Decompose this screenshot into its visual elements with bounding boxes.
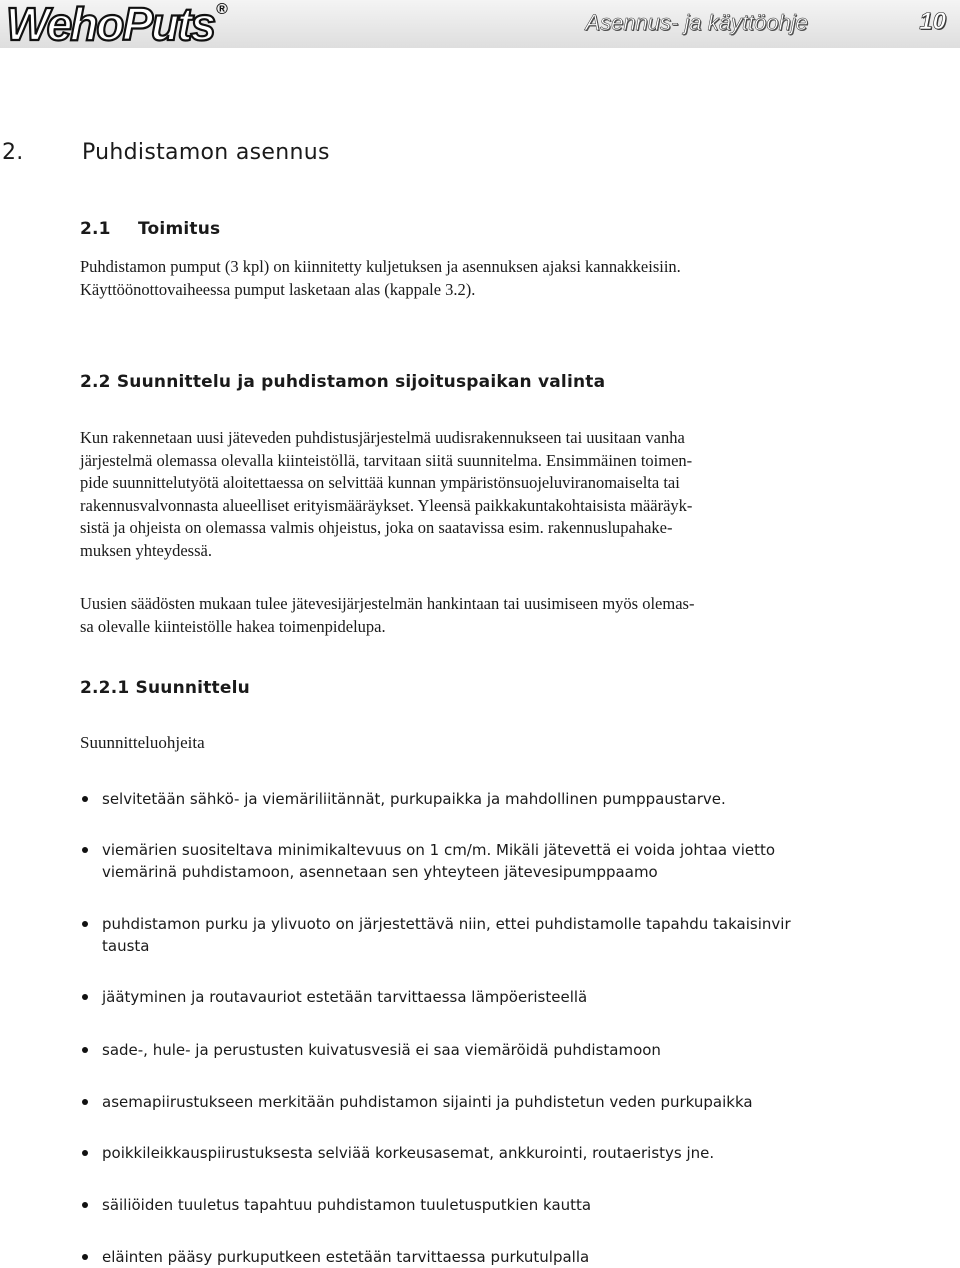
subsection-heading-suunnittelu xyxy=(80,678,250,698)
paragraph-line: Uusien säädösten mukaan tulee jätevesijärjestelmän hankintaan tai uusimiseen myös olemas- xyxy=(80,594,695,613)
paragraph-line: pide suunnittelutyötä aloitettaessa on selvittää kunnan ympäristönsuojeluviranomaiselta tai xyxy=(80,473,680,492)
page-header xyxy=(0,0,960,48)
list-item xyxy=(80,986,940,1008)
list-item xyxy=(80,1246,940,1268)
paragraph-line: muksen yhteydessä. xyxy=(80,540,212,560)
paragraph-line: järjestelmä olemassa olevalla kiinteistöllä, tarvitaan siitä suunnitelma. Ensimmäinen toimen- xyxy=(80,450,693,470)
list-item-line: asemapiirustukseen merkitään puhdistamon sijainti ja puhdistetun veden purkupaikka xyxy=(102,1093,753,1111)
section-number: 2. xyxy=(2,140,24,165)
list-item xyxy=(80,1039,940,1061)
list-item-line: jäätyminen ja routavauriot estetään tarvittaessa lämpöeristeellä xyxy=(102,988,588,1006)
list-item-line: puhdistamon purku ja ylivuoto on järjestettävä niin, ettei puhdistamolle tapahdu takaisinvir xyxy=(102,915,791,933)
subsection-number: 2.2.1 xyxy=(80,678,130,698)
subsection-title: Toimitus xyxy=(138,219,221,239)
guidelines-label: Suunnitteluohjeita xyxy=(80,733,205,752)
paragraph-line: Puhdistamon pumput (3 kpl) on kiinnitetty kuljetuksen ja asennuksen ajaksi kannakkeisiin. xyxy=(80,257,681,276)
bullet-dot xyxy=(82,994,88,1000)
section-title: Puhdistamon asennus xyxy=(82,140,330,165)
subsection-title: Suunnittelu ja puhdistamon sijoituspaikan valinta xyxy=(116,372,606,392)
list-item xyxy=(80,913,940,957)
paragraph-toimenpidelupa xyxy=(80,593,790,638)
list-item xyxy=(80,1091,940,1113)
bullet-dot xyxy=(82,847,88,853)
list-item xyxy=(80,788,940,810)
paragraph-suunnitelma xyxy=(80,427,790,562)
paragraph-line: sistä ja ohjeista on olemassa valmis ohjeistus, joka on saatavissa esim. rakennuslupahake- xyxy=(80,518,673,537)
bullet-dot xyxy=(82,1202,88,1208)
subsection-heading-suunnittelu-ja-sijoitus xyxy=(80,372,605,392)
list-item-line: sade-, hule- ja perustusten kuivatusvesiä ei saa viemäröidä puhdistamoon xyxy=(102,1041,661,1059)
subsection-title: Suunnittelu xyxy=(135,678,250,698)
list-item-line: viemärinä puhdistamoon, asennetaan sen yhteyteen jätevesipumppaamo xyxy=(102,863,658,881)
paragraph-line: sa olevalle kiinteistölle hakea toimenpidelupa. xyxy=(80,616,386,636)
list-item-line: säiliöiden tuuletus tapahtuu puhdistamon tuuletusputkien kautta xyxy=(102,1196,592,1214)
bullet-dot xyxy=(82,1099,88,1105)
bullet-dot xyxy=(82,1150,88,1156)
logo-text: WehoPuts xyxy=(6,0,215,50)
subsection-number: 2.2 xyxy=(80,372,111,392)
list-item-line: tausta xyxy=(102,937,150,955)
brand-logo xyxy=(6,0,226,48)
list-item xyxy=(80,1194,940,1216)
paragraph-line: Käyttöönottovaiheessa pumput lasketaan alas (kappale 3.2). xyxy=(80,279,476,299)
subsection-number: 2.1 xyxy=(80,219,111,239)
bullet-dot xyxy=(82,921,88,927)
paragraph-line: Kun rakennetaan uusi jäteveden puhdistusjärjestelmä uudisrakennukseen tai uusitaan vanha xyxy=(80,428,685,447)
bullet-dot xyxy=(82,1047,88,1053)
section-heading xyxy=(2,140,330,165)
bullet-dot xyxy=(82,1254,88,1260)
paragraph-line: rakennusvalvonnasta alueelliset erityismääräykset. Yleensä paikkakuntakohtaisista määräyk- xyxy=(80,495,693,515)
list-item-line: viemärien suositeltava minimikaltevuus on 1 cm/m. Mikäli jätevettä ei voida johtaa vietto xyxy=(102,841,776,859)
bullet-dot xyxy=(82,796,88,802)
list-item xyxy=(80,1142,940,1164)
list-item-line: poikkileikkauspiirustuksesta selviää korkeusasemat, ankkurointi, routaeristys jne. xyxy=(102,1144,715,1162)
document-title: Asennus- ja käyttöohje xyxy=(585,10,808,35)
paragraph-toimitus xyxy=(80,256,790,301)
list-item-line: selvitetään sähkö- ja viemäriliitännät, purkupaikka ja mahdollinen pumppaustarve. xyxy=(102,790,726,808)
list-item xyxy=(80,839,940,883)
registered-mark: ® xyxy=(216,1,228,18)
list-item-line: eläinten pääsy purkuputkeen estetään tarvittaessa purkutulpalla xyxy=(102,1248,590,1266)
page-number: 10 xyxy=(919,8,946,35)
subsection-heading-toimitus xyxy=(80,219,220,239)
